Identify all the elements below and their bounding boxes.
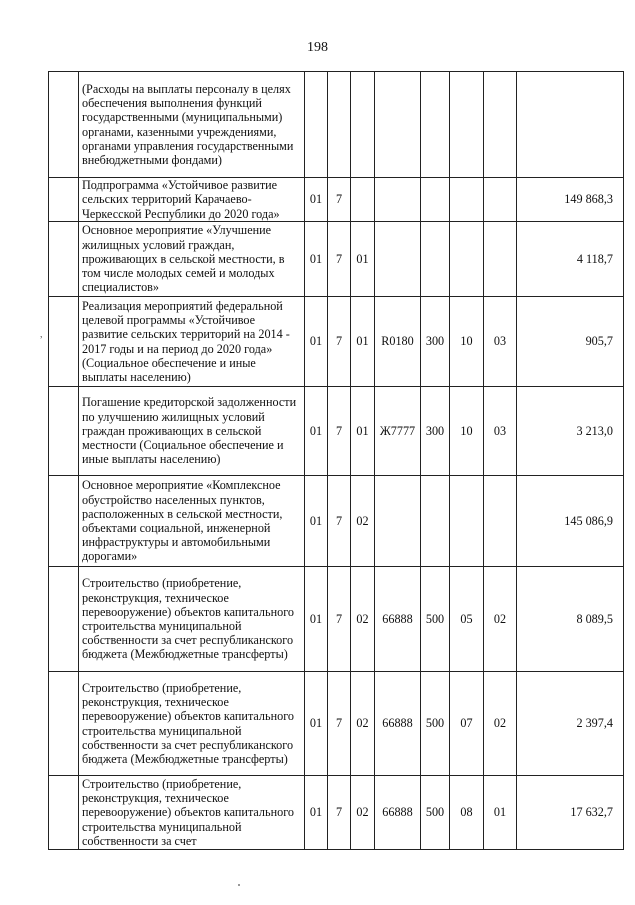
row-code-3 xyxy=(351,72,375,178)
row-amount: 149 868,3 xyxy=(517,178,624,222)
table-row xyxy=(49,672,624,776)
row-empty-cell xyxy=(49,178,79,222)
row-amount: 4 118,7 xyxy=(517,222,624,297)
row-empty-cell xyxy=(49,776,79,850)
row-code-2: 7 xyxy=(328,476,351,567)
table-row xyxy=(49,178,624,222)
row-expense-type: 300 xyxy=(421,387,450,476)
row-name: Реализация мероприятий федеральной целевой программы «Устойчивое развитие сельских территорий на 2014 - 2017 годы и на период до 2020 года» (Социальное обеспечение и иные выплаты населению) xyxy=(79,297,305,387)
row-code-2: 7 xyxy=(328,672,351,776)
row-expense-type xyxy=(421,222,450,297)
row-expense-type: 500 xyxy=(421,776,450,850)
row-expense-type: 500 xyxy=(421,567,450,672)
row-section xyxy=(450,178,484,222)
table-row xyxy=(49,297,624,387)
row-code-2: 7 xyxy=(328,387,351,476)
row-code-2: 7 xyxy=(328,776,351,850)
scan-dot xyxy=(238,884,240,886)
row-amount: 3 213,0 xyxy=(517,387,624,476)
row-target-code: Ж7777 xyxy=(375,387,421,476)
row-code-1: 01 xyxy=(305,776,328,850)
row-target-code xyxy=(375,222,421,297)
row-code-2: 7 xyxy=(328,222,351,297)
row-name: Строительство (приобретение, реконструкция, техническое перевооружение) объектов капитального строительства муниципальной собственности за счет республиканского бюджета (Межбюджетные трансферты) xyxy=(79,672,305,776)
row-empty-cell xyxy=(49,297,79,387)
row-subsection: 03 xyxy=(484,387,517,476)
row-name: Строительство (приобретение, реконструкция, техническое перевооружение) объектов капитального строительства муниципальной собственности за счет xyxy=(79,776,305,850)
row-name: (Расходы на выплаты персоналу в целях обеспечения выполнения функций государственными (муниципальными) органами, казенными учреждениями, органами управления государственными внебюджетными фондами) xyxy=(79,72,305,178)
row-subsection xyxy=(484,222,517,297)
row-code-3: 02 xyxy=(351,672,375,776)
row-code-1: 01 xyxy=(305,297,328,387)
row-section: 10 xyxy=(450,387,484,476)
row-expense-type: 500 xyxy=(421,672,450,776)
row-section: 07 xyxy=(450,672,484,776)
row-amount: 8 089,5 xyxy=(517,567,624,672)
row-amount: 2 397,4 xyxy=(517,672,624,776)
row-code-2: 7 xyxy=(328,178,351,222)
row-subsection xyxy=(484,476,517,567)
row-code-1: 01 xyxy=(305,387,328,476)
page-number: 198 xyxy=(307,40,328,55)
row-code-3 xyxy=(351,178,375,222)
row-empty-cell xyxy=(49,672,79,776)
row-name: Основное мероприятие «Улучшение жилищных условий граждан, проживающих в сельской местности, в том числе молодых семей и молодых специалистов» xyxy=(79,222,305,297)
row-code-3: 02 xyxy=(351,476,375,567)
row-section xyxy=(450,476,484,567)
row-empty-cell xyxy=(49,222,79,297)
row-target-code: R0180 xyxy=(375,297,421,387)
row-section: 08 xyxy=(450,776,484,850)
row-subsection xyxy=(484,178,517,222)
table-row xyxy=(49,222,624,297)
row-subsection: 02 xyxy=(484,672,517,776)
row-code-3: 02 xyxy=(351,567,375,672)
row-target-code: 66888 xyxy=(375,776,421,850)
row-code-1: 01 xyxy=(305,567,328,672)
row-code-2 xyxy=(328,72,351,178)
table-row xyxy=(49,387,624,476)
row-expense-type xyxy=(421,72,450,178)
row-name: Строительство (приобретение, реконструкция, техническое перевооружение) объектов капитального строительства муниципальной собственности за счет республиканского бюджета (Межбюджетные трансферты) xyxy=(79,567,305,672)
row-section xyxy=(450,222,484,297)
row-empty-cell xyxy=(49,476,79,567)
row-target-code: 66888 xyxy=(375,567,421,672)
row-code-3: 02 xyxy=(351,776,375,850)
row-code-3: 01 xyxy=(351,387,375,476)
row-empty-cell xyxy=(49,72,79,178)
row-section xyxy=(450,72,484,178)
row-target-code xyxy=(375,72,421,178)
scan-mark: , xyxy=(40,329,43,340)
row-expense-type xyxy=(421,178,450,222)
row-amount: 905,7 xyxy=(517,297,624,387)
row-subsection: 02 xyxy=(484,567,517,672)
row-target-code xyxy=(375,178,421,222)
row-name: Подпрограмма «Устойчивое развитие сельских территорий Карачаево-Черкесской Республики до 2020 года» xyxy=(79,178,305,222)
row-section: 10 xyxy=(450,297,484,387)
row-code-2: 7 xyxy=(328,567,351,672)
row-subsection: 03 xyxy=(484,297,517,387)
row-expense-type: 300 xyxy=(421,297,450,387)
row-code-1: 01 xyxy=(305,178,328,222)
row-code-3: 01 xyxy=(351,222,375,297)
row-code-3: 01 xyxy=(351,297,375,387)
table-row xyxy=(49,476,624,567)
row-subsection xyxy=(484,72,517,178)
table-row xyxy=(49,776,624,850)
budget-table xyxy=(48,71,624,850)
row-code-1: 01 xyxy=(305,222,328,297)
table-row xyxy=(49,567,624,672)
row-amount xyxy=(517,72,624,178)
table-row xyxy=(49,72,624,178)
row-name: Основное мероприятие «Комплексное обустройство населенных пунктов, расположенных в сельской местности, объектами социальной, инженерной инфраструктуры и автомобильными дорогами» xyxy=(79,476,305,567)
row-subsection: 01 xyxy=(484,776,517,850)
row-expense-type xyxy=(421,476,450,567)
row-amount: 145 086,9 xyxy=(517,476,624,567)
row-target-code: 66888 xyxy=(375,672,421,776)
row-code-1: 01 xyxy=(305,476,328,567)
row-target-code xyxy=(375,476,421,567)
row-code-1: 01 xyxy=(305,672,328,776)
row-code-1 xyxy=(305,72,328,178)
row-empty-cell xyxy=(49,567,79,672)
row-code-2: 7 xyxy=(328,297,351,387)
row-section: 05 xyxy=(450,567,484,672)
row-name: Погашение кредиторской задолженности по улучшению жилищных условий граждан проживающих в сельской местности (Социальное обеспечение и иные выплаты населению) xyxy=(79,387,305,476)
row-amount: 17 632,7 xyxy=(517,776,624,850)
row-empty-cell xyxy=(49,387,79,476)
